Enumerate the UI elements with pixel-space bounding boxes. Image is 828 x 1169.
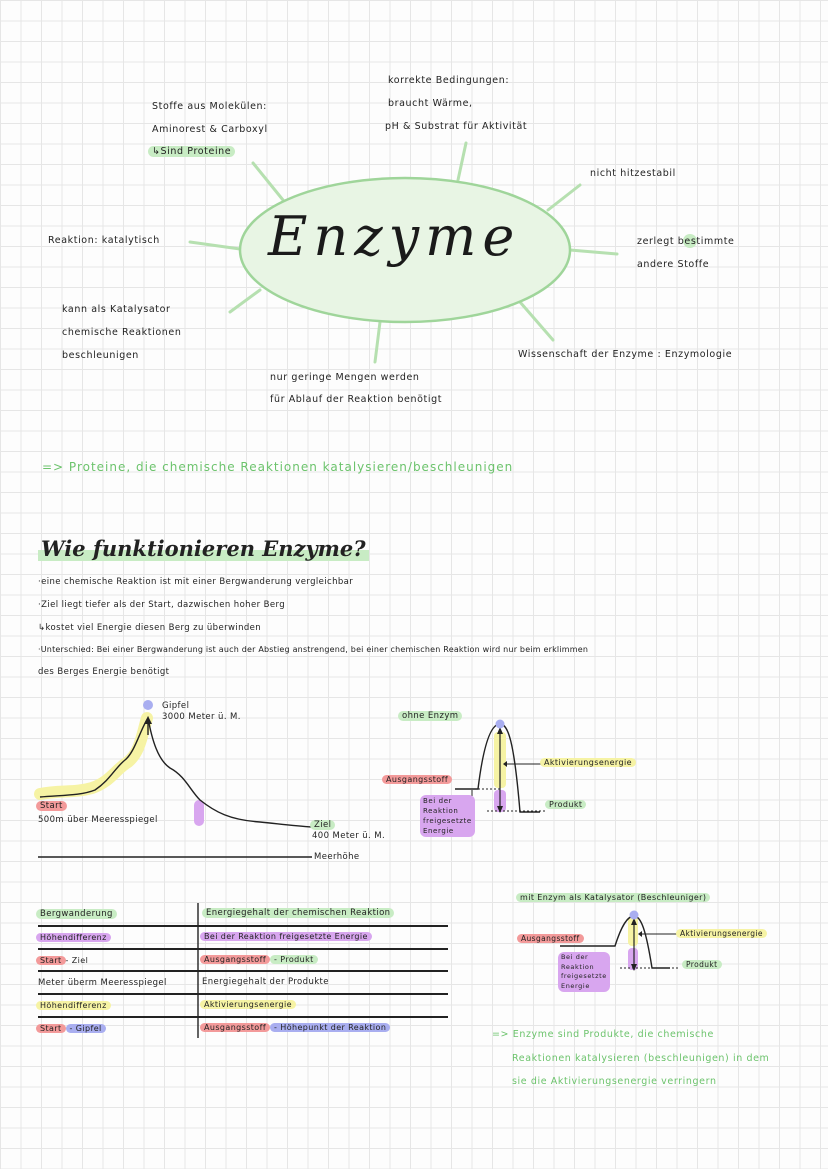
table-r4-right: Energiegehalt der Produkte xyxy=(202,977,329,987)
text-line-1: ·eine chemische Reaktion ist mit einer Bergwanderung vergleichbar xyxy=(38,577,354,587)
text-line-2: ·Ziel liegt tiefer als der Start, dazwischen hoher Berg xyxy=(38,600,285,610)
node-reaction: Reaktion: katalytisch xyxy=(48,235,160,246)
table-r3-left-b: - Ziel xyxy=(65,956,89,965)
node-molecules: Stoffe aus Molekülen: xyxy=(152,101,267,112)
node-amount: nur geringe Mengen werden xyxy=(270,372,420,383)
diagram2-produkt: Produkt xyxy=(682,960,722,969)
table-r6-right-a: Ausgangsstoff xyxy=(200,1023,270,1032)
node-conditions-2: braucht Wärme, xyxy=(388,98,473,109)
diagram2-label: mit Enzym als Katalysator (Beschleuniger) xyxy=(516,893,710,902)
node-molecules-2: Aminorest & Carboxyl xyxy=(152,124,268,135)
summary2-line1: => Enzyme sind Produkte, die chemische xyxy=(492,1029,714,1040)
table-r3-right-b: - Produkt xyxy=(270,955,318,964)
diagram1-ausgang: Ausgangsstoff xyxy=(382,775,452,784)
text-line-4: ·Unterschied: Bei einer Bergwanderung ist auch der Abstieg anstrengend, bei einer chemischen Reaktion wird nur beim erklimmen xyxy=(38,645,589,654)
table-r4-left: Meter überm Meeresspiegel xyxy=(38,978,167,988)
peak-height: 3000 Meter ü. M. xyxy=(162,712,241,722)
summary-proteins: => Proteine, die chemische Reaktionen katalysieren/beschleunigen xyxy=(42,460,514,474)
node-heat: nicht hitzestabil xyxy=(590,168,676,179)
node-catalyst: kann als Katalysator xyxy=(62,304,171,315)
node-amount-2: für Ablauf der Reaktion benötigt xyxy=(270,394,443,405)
node-conditions-3: pH & Substrat für Aktivität xyxy=(385,121,528,132)
node-catalyst-3: beschleunigen xyxy=(62,350,139,361)
node-decompose: zerlegt bestimmte xyxy=(637,236,735,247)
table-r2-right: Bei der Reaktion freigesetzte Energie xyxy=(200,932,372,941)
diagram1-aktiv: Aktivierungsenergie xyxy=(540,758,636,767)
diagram2-aktiv: Aktivierungsenergie xyxy=(676,929,767,938)
table-r3-left-a: Start xyxy=(36,956,66,965)
goal-height: 400 Meter ü. M. xyxy=(312,831,386,841)
summary2-line2: Reaktionen katalysieren (beschleunigen) in dem xyxy=(512,1053,770,1064)
goal-label: Ziel xyxy=(310,820,335,830)
node-decompose-2: andere Stoffe xyxy=(637,259,710,270)
node-conditions: korrekte Bedingungen: xyxy=(388,75,510,86)
table-r5-left: Höhendifferenz xyxy=(36,1001,111,1010)
peak-label: Gipfel xyxy=(162,701,190,711)
table-r2-left: Höhendifferenz xyxy=(36,933,111,942)
node-molecules-3: ↳Sind Proteine xyxy=(148,146,235,157)
mountain-path xyxy=(40,718,312,827)
diagram1-label: ohne Enzym xyxy=(398,711,462,721)
section-title: Wie funktionieren Enzyme? xyxy=(38,536,369,561)
node-science: Wissenschaft der Enzyme : Enzymologie xyxy=(518,349,733,360)
start-label: Start xyxy=(36,801,67,811)
text-line-5: des Berges Energie benötigt xyxy=(38,667,170,677)
table-r1-left: Bergwanderung xyxy=(36,909,117,919)
table-r3-right-a: Ausgangsstoff xyxy=(200,955,270,964)
table-r1-right: Energiegehalt der chemischen Reaktion xyxy=(202,908,394,918)
diagram1-freigesetzt: Bei der Reaktion freigesetzte Energie xyxy=(420,795,475,837)
table-r5-right: Aktivierungsenergie xyxy=(200,1000,296,1009)
table-r6-right-b: - Höhepunkt der Reaktion xyxy=(270,1023,390,1032)
table-r6-left-a: Start xyxy=(36,1024,66,1033)
start-height: 500m über Meeresspiegel xyxy=(38,815,158,825)
baseline-label: Meerhöhe xyxy=(314,852,360,862)
summary2-line3: sie die Aktivierungsenergie verringern xyxy=(512,1076,717,1087)
mindmap-center: Enzyme xyxy=(268,205,521,268)
node-catalyst-2: chemische Reaktionen xyxy=(62,327,182,338)
diagram2-freigesetzt: Bei der Reaktion freigesetzte Energie xyxy=(558,952,610,992)
diagram2-ausgang: Ausgangsstoff xyxy=(517,934,584,943)
table-r6-left-b: - Gipfel xyxy=(66,1024,106,1033)
text-line-3: ↳kostet viel Energie diesen Berg zu überwinden xyxy=(38,623,262,633)
diagram1-produkt: Produkt xyxy=(545,800,586,809)
